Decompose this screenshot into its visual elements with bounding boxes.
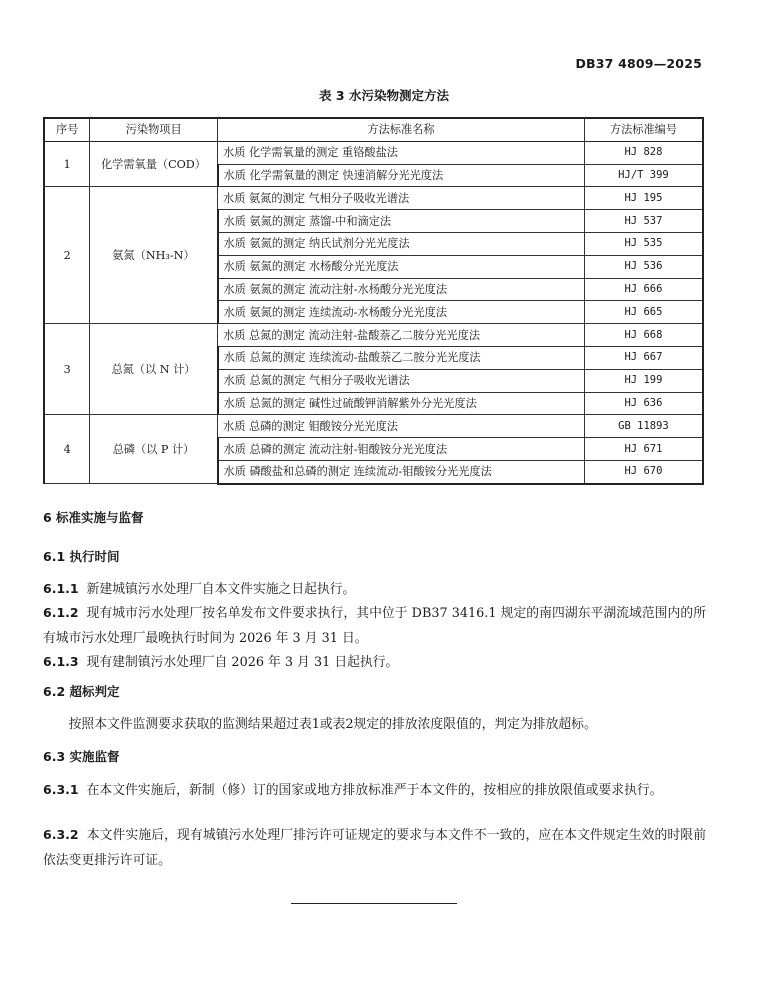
clause-number: 6.3.1 xyxy=(43,782,79,797)
method-code-cell: HJ 668 xyxy=(584,324,703,347)
method-name-cell: 水质 总氮的测定 气相分子吸收光谱法 xyxy=(218,369,585,392)
method-name-cell: 水质 总氮的测定 流动注射-盐酸萘乙二胺分光光度法 xyxy=(218,324,585,347)
method-code-cell: HJ 828 xyxy=(584,141,703,164)
pollutant-item-cell: 总磷（以 P 计） xyxy=(90,415,218,484)
seq-cell: 2 xyxy=(44,187,90,324)
table-body xyxy=(44,141,703,483)
method-name-cell: 水质 总磷的测定 钼酸铵分光光度法 xyxy=(218,415,585,438)
method-code-cell: GB 11893 xyxy=(584,415,703,438)
table-row xyxy=(44,324,703,347)
table-header-row xyxy=(44,118,703,141)
method-code-cell: HJ/T 399 xyxy=(584,164,703,187)
table-row xyxy=(44,187,703,210)
method-name-cell: 水质 总磷的测定 流动注射-钼酸铵分光光度法 xyxy=(218,438,585,461)
section-6-heading: 6 标准实施与监督 xyxy=(43,510,144,525)
section-6-2-heading: 6.2 超标判定 xyxy=(43,684,120,699)
methods-table xyxy=(43,117,704,485)
method-name-cell: 水质 氨氮的测定 纳氏试剂分光光度法 xyxy=(218,232,585,255)
method-code-cell: HJ 636 xyxy=(584,392,703,415)
clause-6-3-1 xyxy=(43,778,706,804)
method-name-cell: 水质 总氮的测定 碱性过硫酸钾消解紫外分光光度法 xyxy=(218,392,585,415)
method-name-cell: 水质 氨氮的测定 蒸馏-中和滴定法 xyxy=(218,210,585,233)
clause-text: 本文件实施后，现有城镇污水处理厂排污许可证规定的要求与本文件不一致的，应在本文件规定生效的时限前依法变更排污许可证。 xyxy=(43,828,706,868)
clause-6-2-text: 按照本文件监测要求获取的监测结果超过表1或表2规定的排放浓度限值的，判定为排放超标。 xyxy=(68,717,597,732)
pollutant-item-cell: 总氮（以 N 计） xyxy=(90,324,218,415)
document-code: DB37 4809—2025 xyxy=(575,56,702,71)
clause-text: 现有建制镇污水处理厂自 2026 年 3 月 31 日起执行。 xyxy=(86,655,399,670)
pollutant-item-cell: 化学需氧量（COD） xyxy=(90,141,218,187)
clause-6-3-2 xyxy=(43,823,706,873)
column-header-seq: 序号 xyxy=(44,118,90,141)
method-code-cell: HJ 665 xyxy=(584,301,703,324)
method-code-cell: HJ 199 xyxy=(584,369,703,392)
clause-text: 在本文件实施后，新制（修）订的国家或地方排放标准严于本文件的，按相应的排放限值或要求执行。 xyxy=(86,783,663,798)
clause-text: 现有城市污水处理厂按名单发布文件要求执行，其中位于 DB37 3416.1 规定的南四湖东平湖流域范围内的所有城市污水处理厂最晚执行时间为 2026 年 3 月 31 日。 xyxy=(43,606,706,646)
method-name-cell: 水质 氨氮的测定 连续流动-水杨酸分光光度法 xyxy=(218,301,585,324)
table-title: 表 3 水污染物测定方法 xyxy=(319,88,449,103)
clause-number: 6.1.1 xyxy=(43,581,79,596)
clause-number: 6.1.2 xyxy=(43,605,79,620)
pollutant-item-cell: 氨氮（NH₃-N） xyxy=(90,187,218,324)
column-header-method-code: 方法标准编号 xyxy=(584,118,703,141)
table-row xyxy=(44,141,703,164)
method-code-cell: HJ 670 xyxy=(584,460,703,483)
method-name-cell: 水质 化学需氧量的测定 重铬酸盐法 xyxy=(218,141,585,164)
method-name-cell: 水质 磷酸盐和总磷的测定 连续流动-钼酸铵分光光度法 xyxy=(218,460,585,483)
seq-cell: 3 xyxy=(44,324,90,415)
clause-number: 6.3.2 xyxy=(43,827,79,842)
method-code-cell: HJ 536 xyxy=(584,255,703,278)
section-6-3-heading: 6.3 实施监督 xyxy=(43,749,120,764)
clause-text: 新建城镇污水处理厂自本文件实施之日起执行。 xyxy=(86,582,356,597)
method-name-cell: 水质 总氮的测定 连续流动-盐酸萘乙二胺分光光度法 xyxy=(218,346,585,369)
method-code-cell: HJ 666 xyxy=(584,278,703,301)
method-code-cell: HJ 667 xyxy=(584,346,703,369)
method-name-cell: 水质 氨氮的测定 气相分子吸收光谱法 xyxy=(218,187,585,210)
column-header-method-name: 方法标准名称 xyxy=(218,118,585,141)
clause-6-1-3 xyxy=(43,650,706,676)
method-code-cell: HJ 537 xyxy=(584,210,703,233)
clause-number: 6.1.3 xyxy=(43,654,79,669)
method-name-cell: 水质 化学需氧量的测定 快速消解分光光度法 xyxy=(218,164,585,187)
table-row xyxy=(44,415,703,438)
end-of-document-rule xyxy=(291,903,457,904)
seq-cell: 1 xyxy=(44,141,90,187)
method-name-cell: 水质 氨氮的测定 流动注射-水杨酸分光光度法 xyxy=(218,278,585,301)
method-code-cell: HJ 535 xyxy=(584,232,703,255)
seq-cell: 4 xyxy=(44,415,90,484)
clause-6-1-2 xyxy=(43,601,706,651)
method-code-cell: HJ 195 xyxy=(584,187,703,210)
method-name-cell: 水质 氨氮的测定 水杨酸分光光度法 xyxy=(218,255,585,278)
section-6-1-heading: 6.1 执行时间 xyxy=(43,549,120,564)
method-code-cell: HJ 671 xyxy=(584,438,703,461)
column-header-item: 污染物项目 xyxy=(90,118,218,141)
clause-6-1-1 xyxy=(43,577,706,603)
